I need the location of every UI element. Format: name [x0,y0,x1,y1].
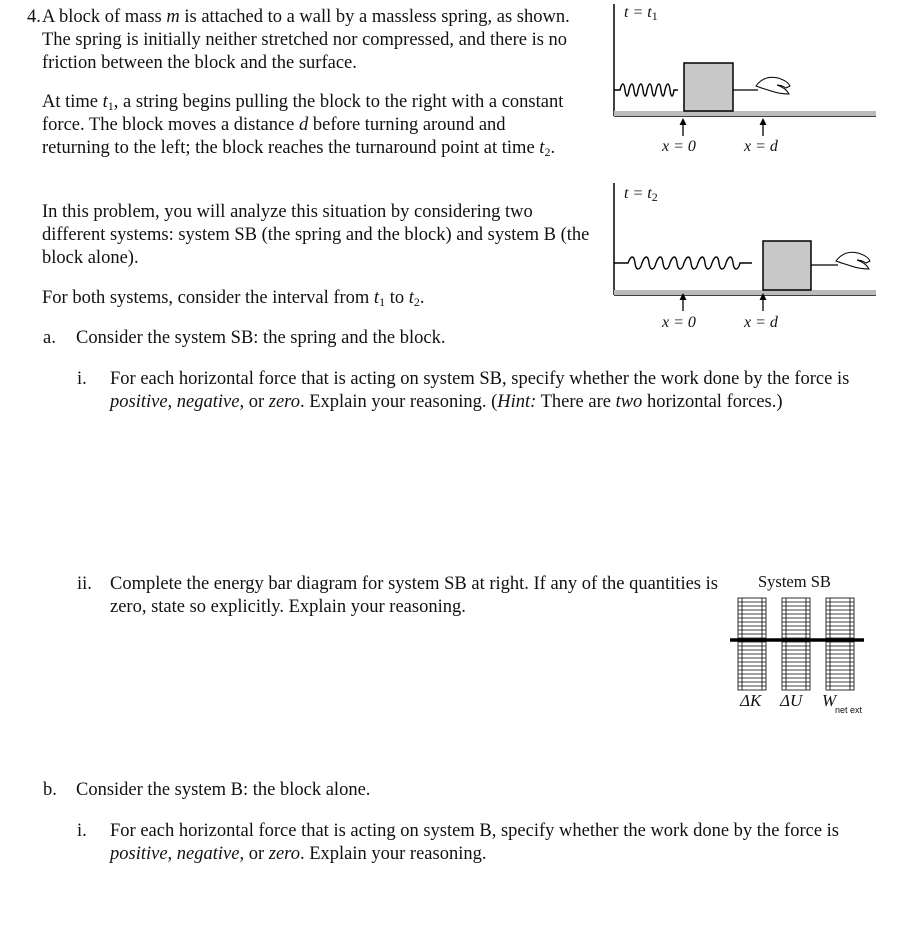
part-a-i-number: i. [77,369,87,389]
spring-coil [614,84,678,96]
setup-paragraph: At time $t_1$, a string begins pulling the block to the right with a constant force. The block moves a distance d before turning around and returning to the left; the block reaches the turnaround point at time $t_2$. [42,92,564,159]
part-a-letter: a. [43,328,56,348]
energy-bar-label-W-sub: net ext [835,705,863,715]
x-zero-label: x = 0 [662,314,696,331]
hand-icon [756,77,790,94]
interval-paragraph: For both systems, consider the interval from $t_1$ to $t_2$. [42,288,425,309]
analysis-paragraph: In this problem, you will analyze this situation by considering two different systems: system SB (the spring and the block) and system B (the block alone). [42,202,590,268]
problem-number: 4. [27,7,41,27]
spring-block-diagram-2 [606,183,876,343]
figure-spring-t2 [606,183,876,343]
energy-bar-label-dU: ΔU [780,691,803,710]
part-b-i-text: For each horizontal force that is acting on system B, specify whether the work done by the force is positive, negative, or zero. Explain your reasoning. [110,821,839,864]
x-zero-label: x = 0 [662,138,696,155]
x-d-label: x = d [744,314,778,331]
arrow-xd [760,118,767,125]
arrow-x0 [680,118,687,125]
part-b-text: Consider the system B: the block alone. [76,780,371,800]
block [763,241,811,290]
part-a-ii-text: Complete the energy bar diagram for system SB at right. If any of the quantities is zero, state so explicitly. Explain your reasoning. [110,574,718,617]
energy-bar-grid [730,596,880,696]
energy-bar-diagram [730,570,880,720]
intro-paragraph: A block of mass m is attached to a wall by a massless spring, as shown. The spring is initially neither stretched nor compressed, and there is no friction between the block and the surface. [42,7,570,73]
energy-bar-label-W: W [822,691,837,710]
time-label-t2: $t = t_2$ [624,185,658,204]
figure-spring-t1 [606,4,876,164]
spring-block-diagram-1 [606,4,876,164]
part-b-i-number: i. [77,821,87,841]
spring-coil [614,257,752,269]
part-a-text: Consider the system SB: the spring and the block. [76,328,446,348]
block [684,63,733,111]
energy-bar-label-dK: ΔK [740,691,762,710]
part-a-i-text: For each horizontal force that is acting on system SB, specify whether the work done by the force is positive, negative, or zero. Explain your reasoning. (Hint: There are two horizontal forces.) [110,369,850,412]
part-a-ii-number: ii. [77,574,92,594]
hand-icon [836,252,870,269]
time-label-t1: $t = t_1$ [624,4,658,23]
x-d-label: x = d [744,138,778,155]
energy-bar-title: System SB [758,572,831,591]
part-b-letter: b. [43,780,57,800]
